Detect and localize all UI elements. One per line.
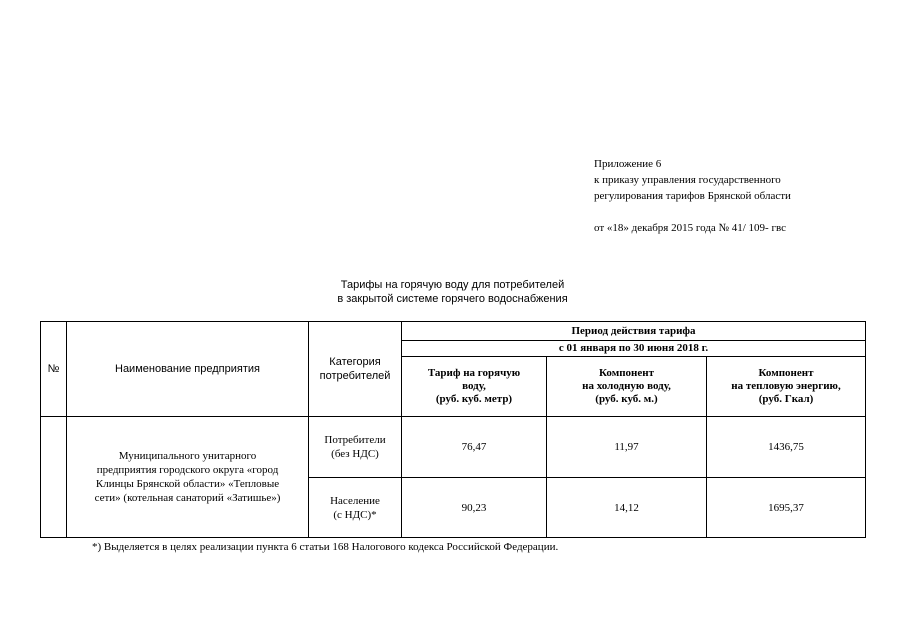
category-line-2: (с НДС)* (333, 508, 377, 521)
header-row-period (41, 322, 866, 341)
header-hot-water-line-2: воду, (462, 380, 486, 392)
footnote: *) Выделяется в целях реализации пункта 6 статьи 168 Налогового кодекса Российской Федерации. (92, 541, 559, 553)
hot-water-value: 76,47 (402, 417, 547, 478)
header-category-line-2: потребителей (319, 370, 391, 382)
appendix-line-3: регулирования тарифов Брянской области (594, 190, 791, 202)
title-line-1: Тарифы на горячую воду для потребителей (340, 279, 565, 291)
enterprise-line-3: Клинцы Брянской области» «Тепловые (95, 478, 280, 490)
appendix-line-1: Приложение 6 (594, 158, 662, 170)
enterprise-line-2: предприятия городского округа «город (96, 464, 279, 476)
tariffs-table (40, 321, 866, 538)
appendix-block (594, 156, 791, 236)
header-hot-water-line-3: (руб. куб. метр) (435, 393, 513, 405)
header-cold-water-line-1: Компонент (598, 367, 654, 379)
hot-water-value: 90,23 (402, 478, 547, 538)
document-title (0, 278, 905, 306)
row-number-cell (41, 417, 67, 538)
header-category-line-1: Категория (329, 356, 381, 368)
header-heat-energy-line-2: на тепловую энергию, (731, 380, 841, 392)
heat-energy-value: 1695,37 (707, 478, 866, 538)
category-cell (309, 417, 402, 478)
appendix-order-date: от «18» декабря 2015 года № 41/ 109- гвс (594, 222, 786, 234)
category-line-1: Население (330, 494, 380, 507)
category-line-1: Потребители (324, 434, 386, 446)
header-number: № (41, 322, 67, 417)
header-hot-water (402, 357, 547, 417)
header-category (309, 322, 402, 417)
category-cell (309, 478, 402, 538)
header-heat-energy (707, 357, 866, 417)
heat-energy-value: 1436,75 (707, 417, 866, 478)
enterprise-name (67, 417, 309, 538)
cold-water-value: 11,97 (547, 417, 707, 478)
header-heat-energy-line-1: Компонент (758, 367, 814, 379)
header-hot-water-line-1: Тариф на горячую (427, 367, 521, 379)
header-enterprise: Наименование предприятия (67, 322, 309, 417)
appendix-spacer (594, 204, 791, 220)
header-cold-water-line-3: (руб. куб. м.) (595, 393, 658, 405)
table-row (41, 417, 866, 478)
title-line-2: в закрытой системе горячего водоснабжения (337, 293, 568, 305)
enterprise-line-4: сети» (котельная санаторий «Затишье») (94, 492, 281, 504)
header-period-range: с 01 января по 30 июня 2018 г. (402, 341, 866, 357)
cold-water-value: 14,12 (547, 478, 707, 538)
header-cold-water (547, 357, 707, 417)
header-heat-energy-line-3: (руб. Гкал) (758, 393, 814, 405)
enterprise-line-1: Муниципального унитарного (118, 450, 257, 462)
header-period: Период действия тарифа (402, 322, 866, 341)
category-line-2: (без НДС) (331, 448, 379, 460)
appendix-line-2: к приказу управления государственного (594, 174, 781, 186)
header-cold-water-line-2: на холодную воду, (582, 380, 671, 392)
